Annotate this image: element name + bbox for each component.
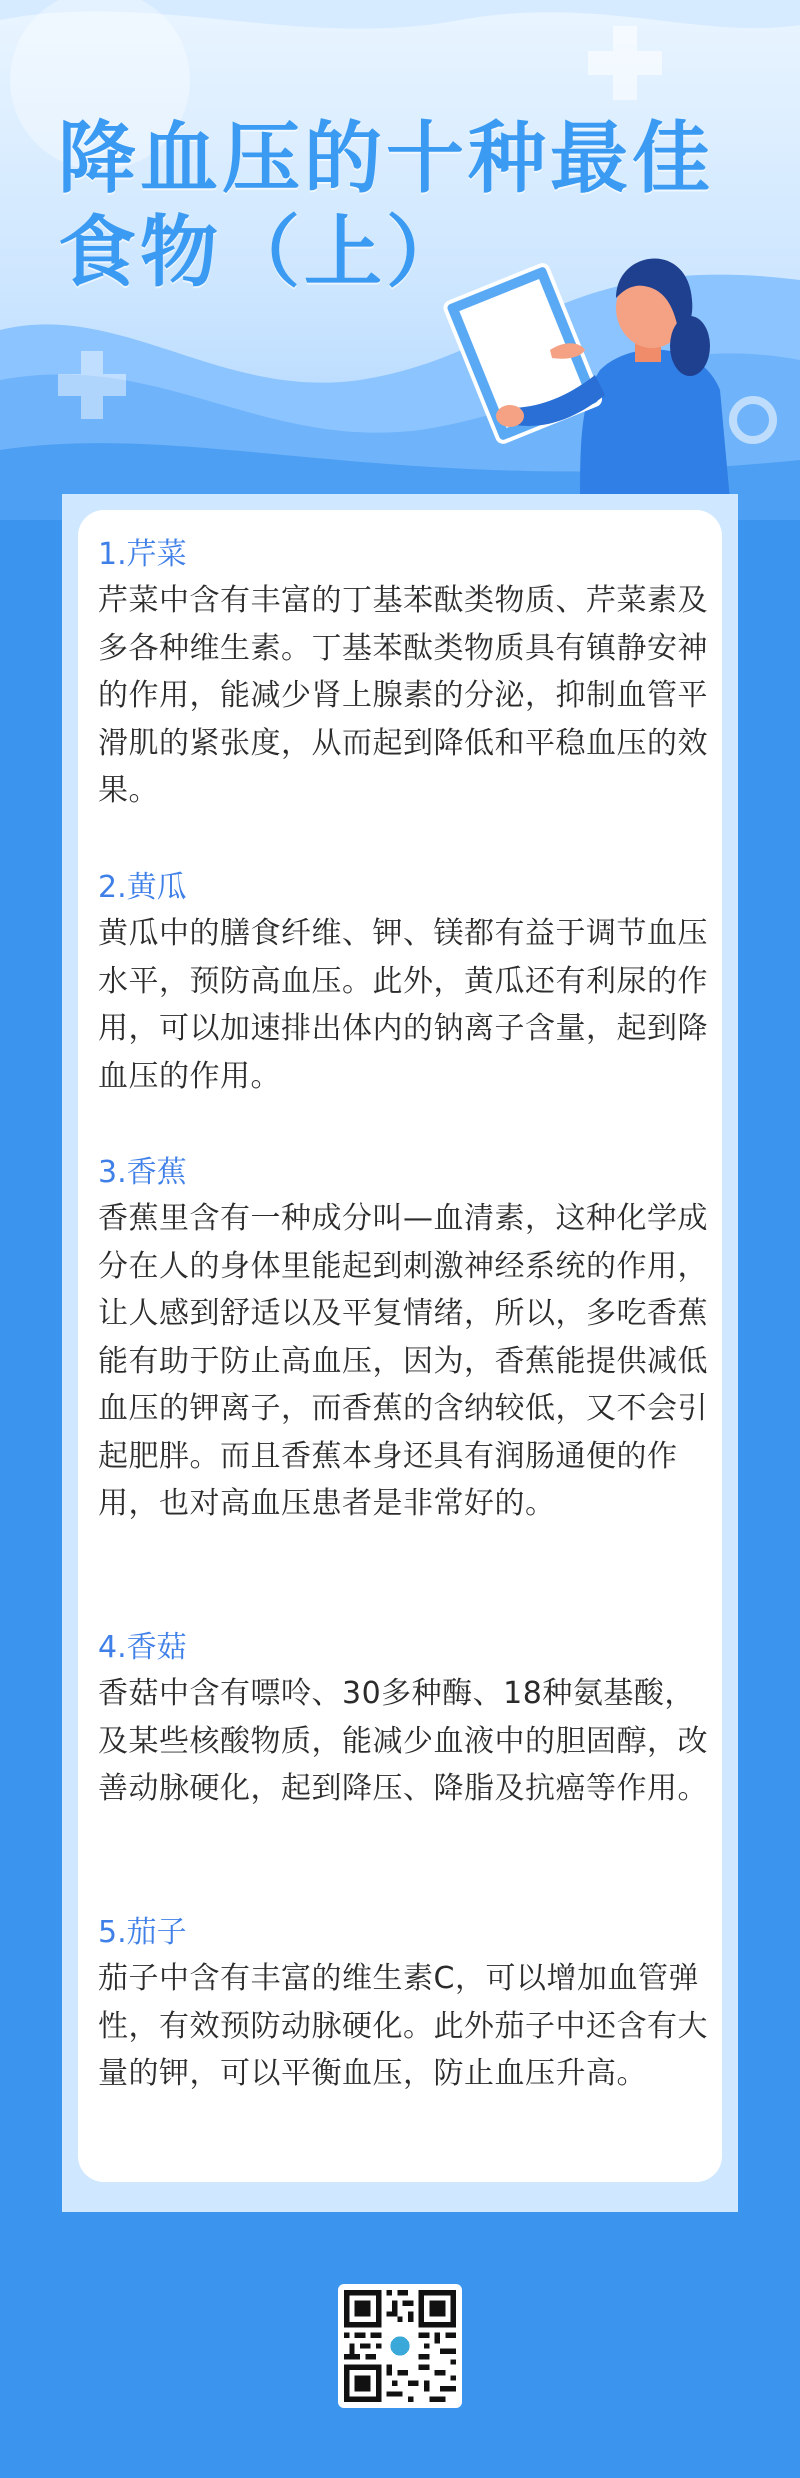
section-banana <box>98 1151 708 1528</box>
section-cucumber <box>98 866 708 1100</box>
section-body: 芹菜中含有丰富的丁基苯酞类物质、芹菜素及多各种维生素。丁基苯酞类物质具有镇静安神的作用，能减少肾上腺素的分泌，抑制血管平滑肌的紧张度，从而起到降低和平稳血压的效果。 <box>98 583 708 808</box>
section-celery <box>98 533 708 815</box>
section-body: 香蕉里含有一种成分叫—血清素，这种化学成分在人的身体里能起到刺激神经系统的作用，让人感到舒适以及平复情绪，所以，多吃香蕉能有助于防止高血压，因为，香蕉能提供减低血压的钾离子，而香蕉的含纳较低，又不会引起肥胖。而且香蕉本身还具有润肠通便的作用，也对高血压患者是非常好的。 <box>98 1201 708 1521</box>
medical-cross-icon <box>52 345 132 425</box>
qr-code[interactable] <box>338 2284 462 2408</box>
woman-reading-clipboard-illustration <box>430 220 730 500</box>
page-title-line2: 食物（上） <box>58 208 469 298</box>
section-title: 5.茄子 <box>98 1915 187 1950</box>
section-title: 4.香菇 <box>98 1630 187 1665</box>
section-body: 茄子中含有丰富的维生素C，可以增加血管弹性，有效预防动脉硬化。此外茄子中还含有大量的钾，可以平衡血压，防止血压升高。 <box>98 1961 708 2091</box>
header-banner <box>0 0 800 520</box>
section-title: 1.芹菜 <box>98 537 187 572</box>
page-title-line1: 降血压的十种最佳 <box>58 114 715 204</box>
section-mushroom <box>98 1626 708 1813</box>
ring-decoration-icon <box>725 392 781 448</box>
section-title: 2.黄瓜 <box>98 870 187 905</box>
medical-cross-icon <box>580 18 670 108</box>
section-body: 黄瓜中的膳食纤维、钾、镁都有益于调节血压水平，预防高血压。此外，黄瓜还有利尿的作用，可以加速排出体内的钠离子含量，起到降血压的作用。 <box>98 916 708 1094</box>
section-title: 3.香蕉 <box>98 1155 187 1190</box>
section-body: 香菇中含有嘌呤、30多种酶、18种氨基酸，及某些核酸物质，能减少血液中的胆固醇，改善动脉硬化，起到降压、降脂及抗癌等作用。 <box>98 1676 708 1806</box>
qr-code-icon <box>344 2290 456 2402</box>
section-eggplant <box>98 1911 708 2098</box>
